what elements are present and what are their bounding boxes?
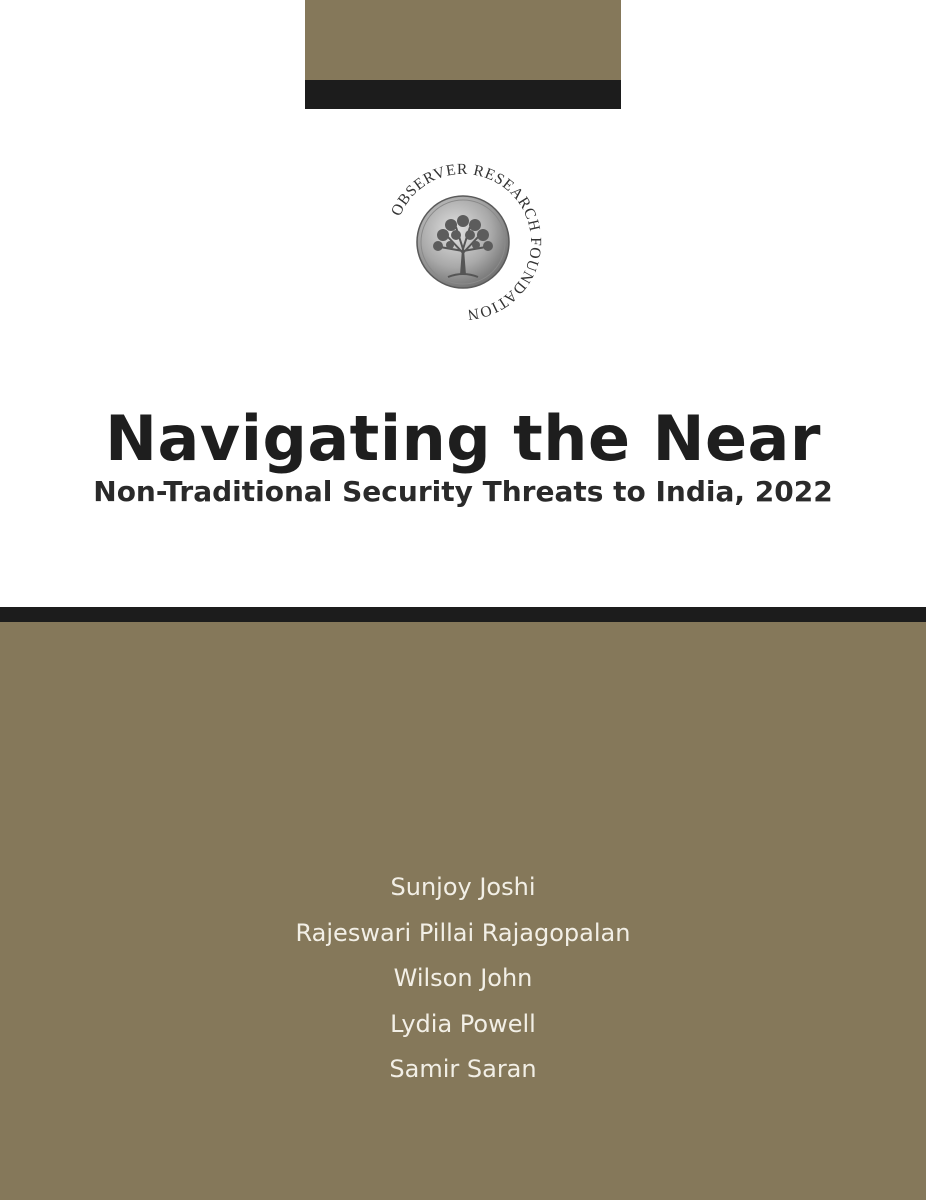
top-tab-block xyxy=(305,0,621,80)
author-name: Lydia Powell xyxy=(390,1009,536,1038)
author-name: Rajeswari Pillai Rajagopalan xyxy=(295,918,631,947)
document-title: Navigating the Near xyxy=(105,401,821,475)
author-name: Samir Saran xyxy=(389,1055,537,1083)
document-subtitle: Non-Traditional Security Threats to India, 2022 xyxy=(93,475,833,509)
orf-logo xyxy=(378,157,548,327)
top-tab-stripe xyxy=(305,80,621,109)
logo-ring-text: OBSERVER RESEARCH FOUNDATION xyxy=(387,160,545,324)
author-list xyxy=(0,865,926,1093)
author-name: Wilson John xyxy=(393,964,533,992)
author-name: Sunjoy Joshi xyxy=(390,873,536,901)
divider-stripe xyxy=(0,607,926,622)
tree-emblem-icon xyxy=(417,196,509,288)
